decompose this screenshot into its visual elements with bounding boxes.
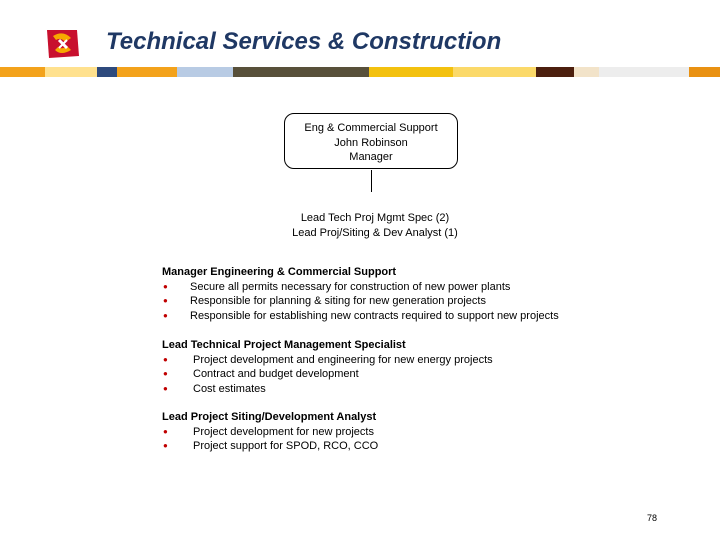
header-color-bar bbox=[0, 67, 720, 77]
list-item: ● Project development and engineering for new energy projects bbox=[163, 353, 493, 366]
org-box-dept: Eng & Commercial Support bbox=[304, 122, 438, 134]
list-item: ● Responsible for planning & siting for new generation projects bbox=[163, 295, 486, 308]
list-item: ● Contract and budget development bbox=[163, 368, 359, 381]
list-item: ● Project support for SPOD, RCO, CCO bbox=[163, 440, 379, 453]
color-bar-segment bbox=[45, 67, 97, 77]
bullet-icon: ● bbox=[163, 311, 168, 321]
org-box-role: Manager bbox=[349, 151, 393, 163]
list-item: ● Project development for new projects bbox=[163, 425, 374, 438]
color-bar-segment bbox=[453, 67, 536, 77]
section-heading: Lead Project Siting/Development Analyst bbox=[162, 411, 377, 423]
section-heading: Lead Technical Project Management Specialist bbox=[162, 339, 406, 351]
list-item: ● Secure all permits necessary for construction of new power plants bbox=[163, 280, 511, 293]
section-heading: Manager Engineering & Commercial Support bbox=[162, 266, 397, 278]
staff-line: Lead Tech Proj Mgmt Spec (2) bbox=[300, 212, 450, 224]
section-manager-eng bbox=[162, 265, 559, 324]
bullet-icon: ● bbox=[163, 281, 168, 291]
color-bar-segment bbox=[177, 67, 233, 77]
org-connector-line bbox=[371, 170, 372, 192]
bullet-icon: ● bbox=[163, 441, 168, 451]
color-bar-segment bbox=[97, 67, 117, 77]
color-bar-segment bbox=[117, 67, 177, 77]
bullet-icon: ● bbox=[163, 384, 168, 394]
bullet-icon: ● bbox=[163, 369, 168, 379]
bullet-icon: ● bbox=[163, 426, 168, 436]
org-staff-list bbox=[230, 211, 520, 241]
org-box-name: John Robinson bbox=[334, 136, 408, 149]
color-bar-segment bbox=[599, 67, 689, 77]
staff-line: Lead Proj/Siting & Dev Analyst (1) bbox=[292, 227, 458, 239]
company-logo bbox=[41, 26, 85, 62]
color-bar-segment bbox=[574, 67, 599, 77]
color-bar-segment bbox=[689, 67, 720, 77]
bullet-icon: ● bbox=[163, 354, 168, 364]
color-bar-segment bbox=[233, 67, 369, 77]
section-lead-tech-pm bbox=[162, 338, 493, 397]
color-bar-segment bbox=[369, 67, 453, 77]
color-bar-segment bbox=[0, 67, 45, 77]
page-number: 78 bbox=[647, 513, 658, 523]
section-lead-siting bbox=[162, 410, 378, 454]
list-item: ● Responsible for establishing new contracts required to support new projects bbox=[163, 310, 559, 323]
page-title: Technical Services & Construction bbox=[106, 28, 502, 55]
list-item: ● Cost estimates bbox=[163, 383, 266, 396]
color-bar-segment bbox=[536, 67, 574, 77]
bullet-icon: ● bbox=[163, 296, 168, 306]
org-box-manager bbox=[284, 113, 458, 169]
